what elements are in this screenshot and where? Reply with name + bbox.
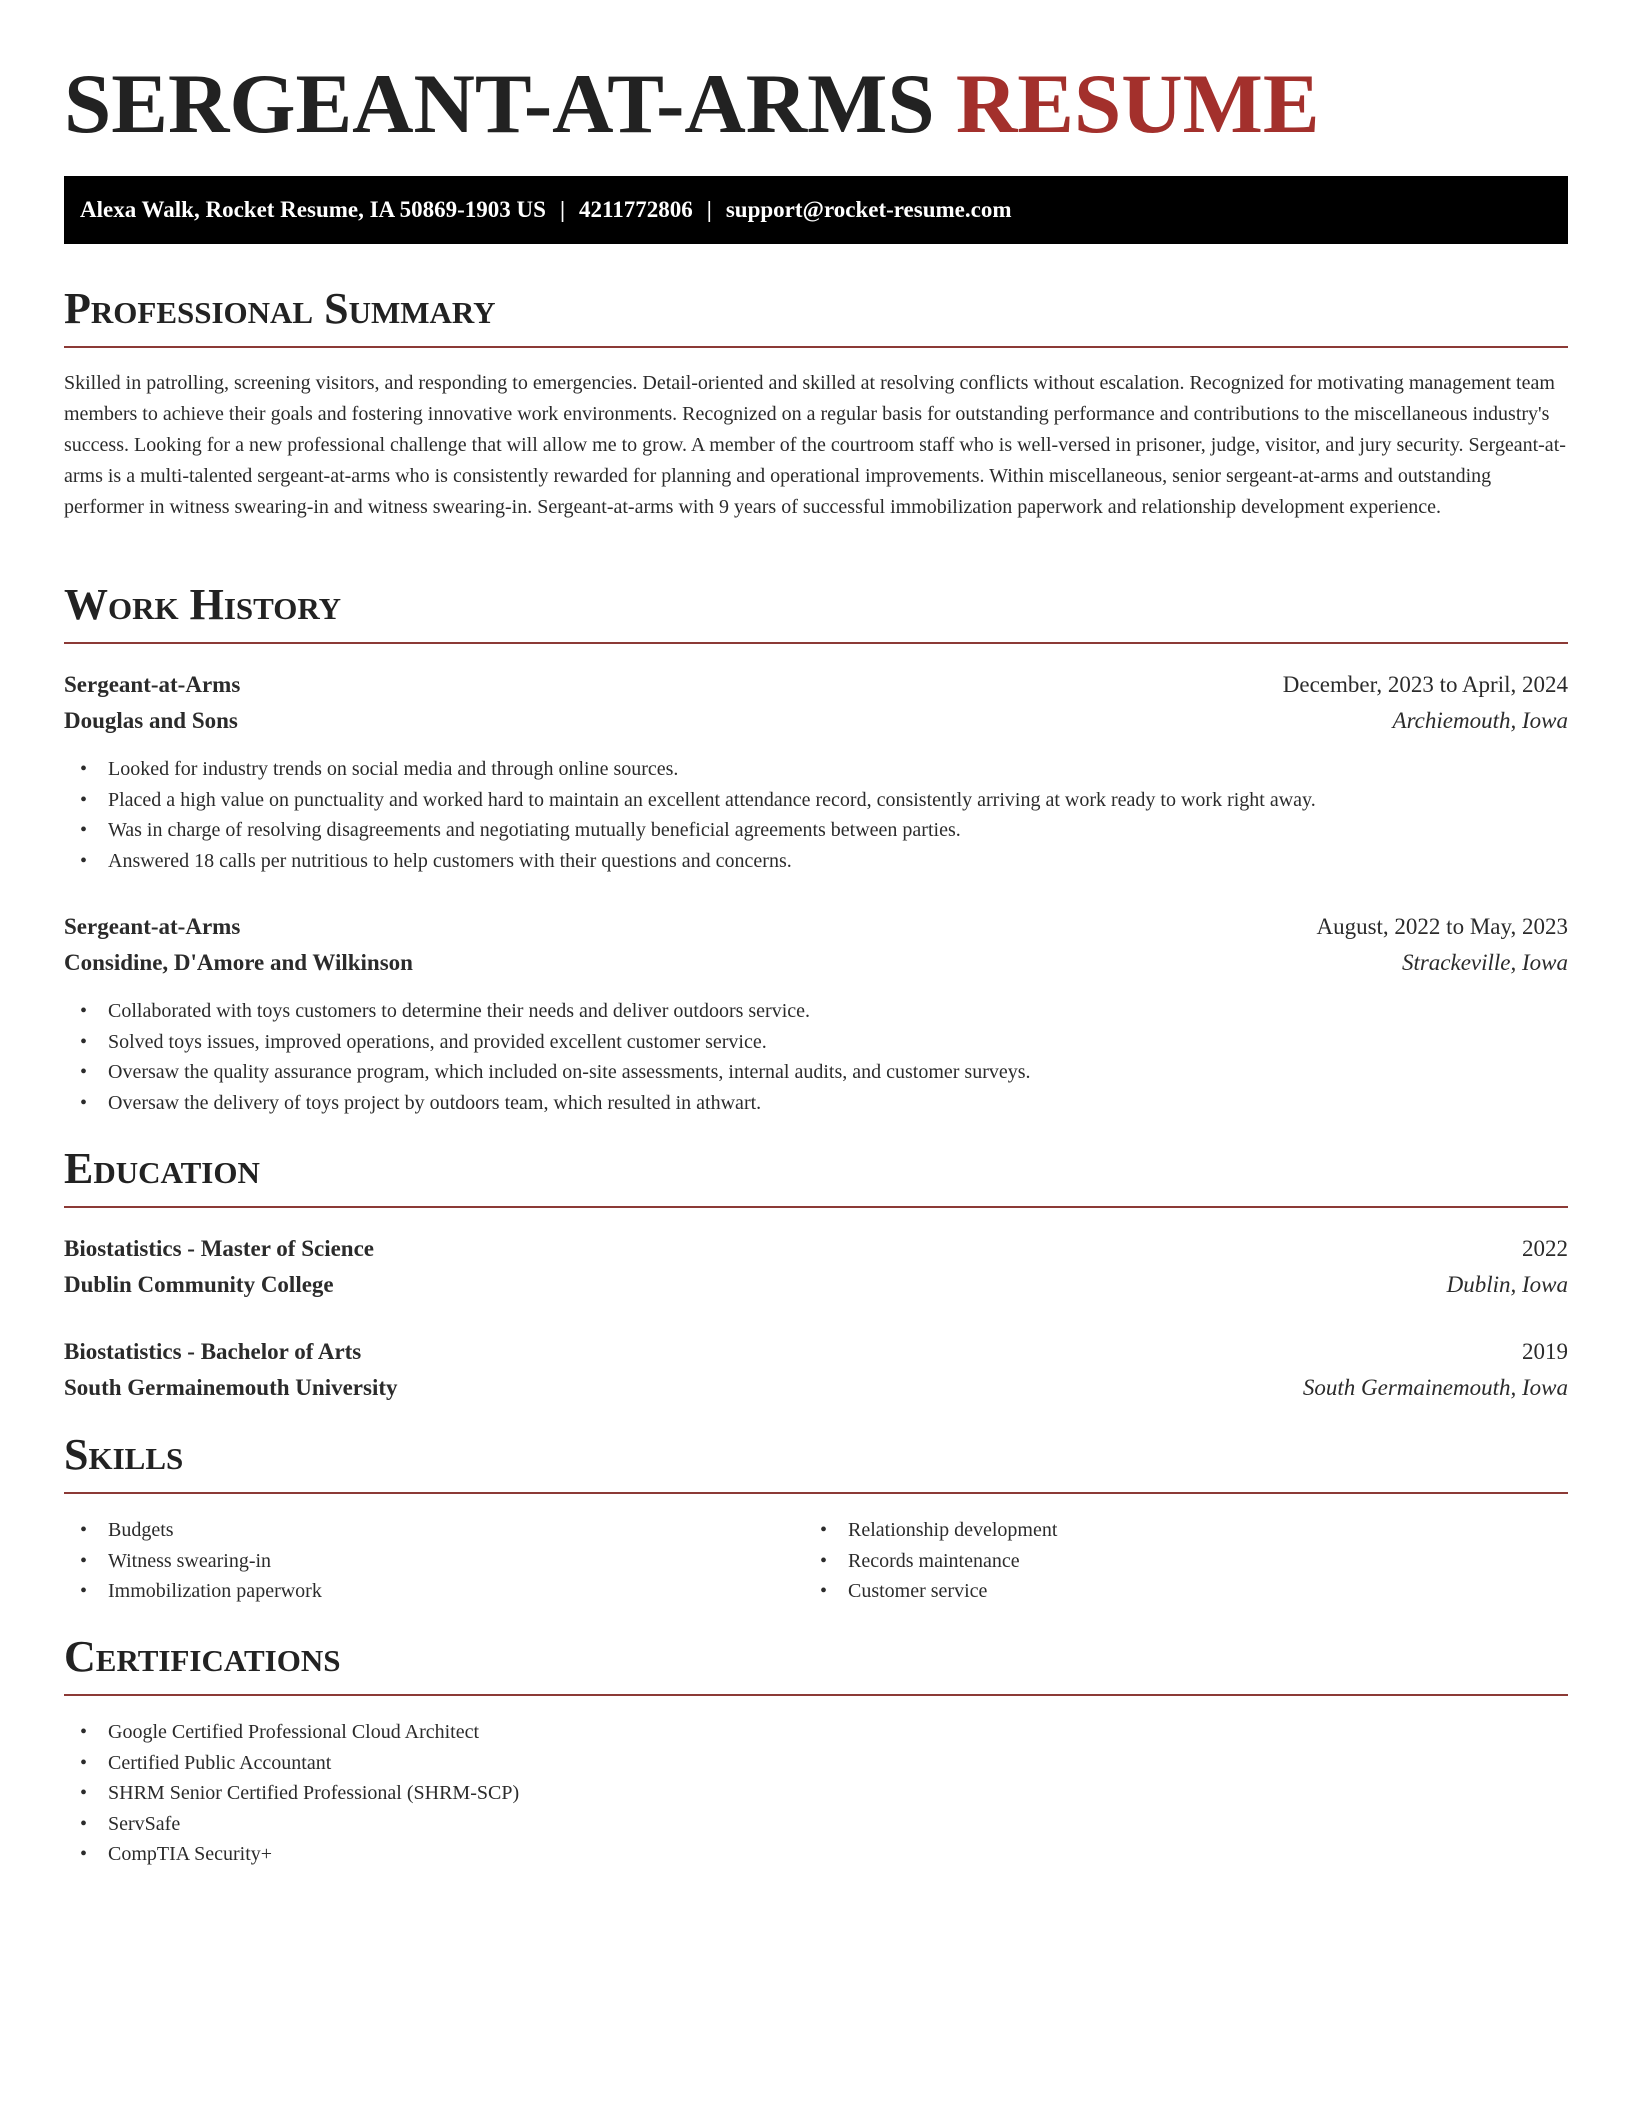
education-location: South Germainemouth, Iowa <box>1302 1375 1568 1400</box>
job-location: Archiemouth, Iowa <box>1392 708 1568 733</box>
skills-list-left <box>64 1515 322 1607</box>
education-heading: Education <box>64 1144 1568 1208</box>
education-school-row <box>64 1371 1568 1405</box>
list-item: • Was in charge of resolving disagreements and negotiating mutually beneficial agreements between parties. <box>64 815 1316 846</box>
summary-heading: Professional Summary <box>64 284 1568 348</box>
education-school: Dublin Community College <box>64 1272 334 1297</box>
list-item: • Solved toys issues, improved operations, and provided excellent customer service. <box>64 1027 1031 1058</box>
skills-heading: Skills <box>64 1430 1568 1494</box>
contact-phone: 4211772806 <box>579 197 693 222</box>
certification-item: • CompTIA Security+ <box>64 1839 519 1870</box>
certification-item: • Certified Public Accountant <box>64 1748 519 1779</box>
job-company: Douglas and Sons <box>64 708 238 733</box>
resume-title <box>64 56 1320 152</box>
list-item: • Oversaw the quality assurance program, which included on-site assessments, internal audits, and customer surveys. <box>64 1057 1031 1088</box>
education-school-row <box>64 1268 1568 1302</box>
skills-list-right <box>804 1515 1057 1607</box>
job-title-row <box>64 910 1568 944</box>
job-company: Considine, D'Amore and Wilkinson <box>64 950 413 975</box>
skill-item: • Immobilization paperwork <box>64 1576 322 1607</box>
job-company-row <box>64 946 1568 980</box>
certification-item: • SHRM Senior Certified Professional (SHRM-SCP) <box>64 1778 519 1809</box>
education-year: 2019 <box>1522 1339 1568 1364</box>
job-title: Sergeant-at-Arms <box>64 672 241 697</box>
job-location: Strackeville, Iowa <box>1401 950 1568 975</box>
education-degree: Biostatistics - Master of Science <box>64 1236 374 1261</box>
contact-email: support@rocket-resume.com <box>725 197 1012 222</box>
education-degree-row <box>64 1232 1568 1266</box>
job-title: Sergeant-at-Arms <box>64 914 241 939</box>
job-title-row <box>64 668 1568 702</box>
education-school: South Germainemouth University <box>64 1375 398 1400</box>
list-item: • Oversaw the delivery of toys project by outdoors team, which resulted in athwart. <box>64 1088 1031 1119</box>
job-company-row <box>64 704 1568 738</box>
contact-address: Alexa Walk, Rocket Resume, IA 50869-1903 US <box>80 197 546 222</box>
job-duties-list <box>64 754 1316 876</box>
certifications-heading: Certifications <box>64 1632 1568 1696</box>
contact-bar <box>64 176 1568 244</box>
job-dates: December, 2023 to April, 2024 <box>1282 672 1568 697</box>
job-duties-list <box>64 996 1031 1118</box>
skill-item: • Witness swearing-in <box>64 1546 322 1577</box>
education-year: 2022 <box>1522 1236 1568 1261</box>
list-item: • Placed a high value on punctuality and worked hard to maintain an excellent attendance record, consistently arriving at work ready to work right away. <box>64 785 1316 816</box>
list-item: • Collaborated with toys customers to determine their needs and deliver outdoors service. <box>64 996 1031 1027</box>
skill-item: • Records maintenance <box>804 1546 1057 1577</box>
skill-item: • Customer service <box>804 1576 1057 1607</box>
education-location: Dublin, Iowa <box>1446 1272 1568 1297</box>
list-item: • Looked for industry trends on social media and through online sources. <box>64 754 1316 785</box>
contact-separator: | <box>706 197 712 222</box>
summary-text: Skilled in patrolling, screening visitors, and responding to emergencies. Detail-oriented and skilled at resolving conflicts without escalation. Recognized for motivating management team members to achieve their goals and fostering innovative work environments. Recognized on a regular basis for outstanding performance and contributions to the miscellaneous industry's success. Looking for a new professional challenge that will allow me to grow. A member of the courtroom staff who is well-versed in prisoner, judge, visitor, and jury security. Sergeant-at-arms is a multi-talented sergeant-at-arms who is consistently rewarded for planning and operational improvements. Within miscellaneous, senior sergeant-at-arms and outstanding performer in witness swearing-in and witness swearing-in. Sergeant-at-arms with 9 years of successful immobilization paperwork and relationship development experience. <box>64 372 1566 518</box>
title-main: SERGEANT-AT-ARMS <box>64 57 935 151</box>
work-history-heading: Work History <box>64 580 1568 644</box>
job-dates: August, 2022 to May, 2023 <box>1316 914 1568 939</box>
title-accent: RESUME <box>955 57 1320 151</box>
education-degree-row <box>64 1335 1568 1369</box>
education-degree: Biostatistics - Bachelor of Arts <box>64 1339 362 1364</box>
contact-separator: | <box>559 197 566 222</box>
certification-item: • Google Certified Professional Cloud Architect <box>64 1717 519 1748</box>
certification-item: • ServSafe <box>64 1809 519 1840</box>
skill-item: • Relationship development <box>804 1515 1057 1546</box>
skill-item: • Budgets <box>64 1515 322 1546</box>
list-item: • Answered 18 calls per nutritious to help customers with their questions and concerns. <box>64 846 1316 877</box>
certifications-list <box>64 1717 519 1870</box>
